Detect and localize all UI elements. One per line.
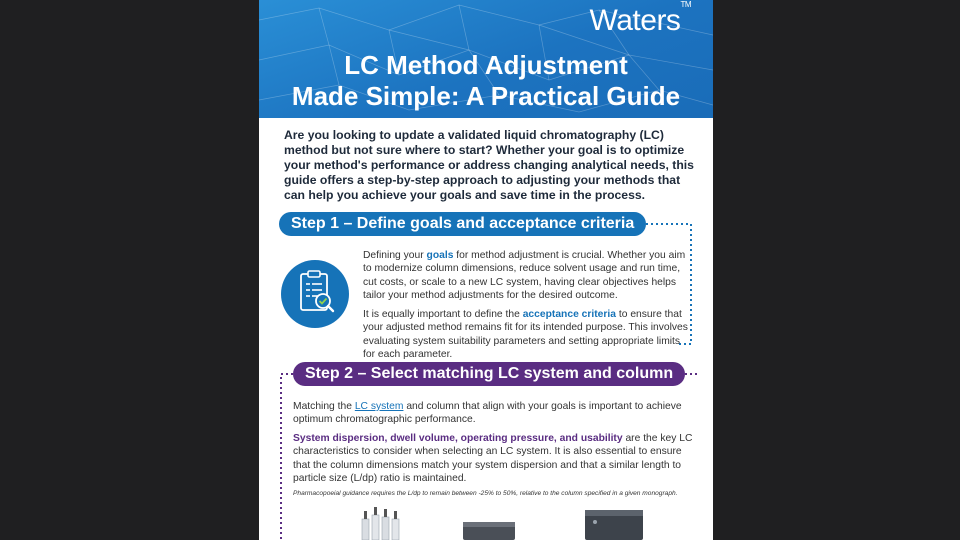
page-title-line2: Made Simple: A Practical Guide [291,81,681,111]
lc-system-link[interactable]: LC system [354,401,404,412]
lc-system-image-2 [581,508,647,540]
step2-heading: Step 2 – Select matching LC system and column [293,362,685,386]
clipboard-checklist-icon [281,260,349,328]
lc-system-image-1 [459,518,519,540]
goals-highlight: goals [426,250,454,261]
step2-matching-paragraph: Matching the LC system and column that align with your goals is important to achieve optimum chromatographic performance. [293,401,682,426]
step1-criteria-paragraph: It is equally important to define the acceptance criteria to ensure that your adjusted method remains fit for its intended purpose. This involves evaluating system suitability parameters and setting appropriate limits for each parameter. [363,309,688,360]
pharmacopoeial-note: Pharmacopoeial guidance requires the L/dp to remain between -25% to 50%, relative to the column specified in a given monograph. [293,490,678,497]
step2-characteristics-paragraph: System dispersion, dwell volume, operating pressure, and usability are the key LC characteristics to consider when selecting an LC system. It is also essential to ensure that the column dimensions match your system dispersion and that a similar length to particle size (L/dp) ratio is maintained. [293,433,693,484]
page-title-line1: LC Method Adjustment [344,50,628,80]
key-characteristics-highlight: System dispersion, dwell volume, operating pressure, and usability [293,433,623,444]
acceptance-criteria-highlight: acceptance criteria [522,309,617,320]
step1-goals-paragraph: Defining your goals for method adjustment is crucial. Whether you aim to modernize column dimensions, reduce solvent usage and run time, cut costs, or scale to a new LC system, having clear objectives helps tailor your method adjustments for the desired outcome. [363,250,686,301]
waters-logo: Waters™ [589,0,691,37]
intro-paragraph: Are you looking to update a validated liquid chromatography (LC) method but not sure where to start? Whether your goal is to optimize your method's performance or address changing analytical needs, this guide offers a step-by-step approach to adjusting your methods that can help you achieve your goals and save time in the process. [284,128,694,202]
lc-bottles-image [354,505,414,540]
step1-icon-badge [281,260,349,328]
step1-heading: Step 1 – Define goals and acceptance criteria [279,212,646,236]
trademark-symbol: TM [680,0,691,9]
document-page [259,0,713,540]
